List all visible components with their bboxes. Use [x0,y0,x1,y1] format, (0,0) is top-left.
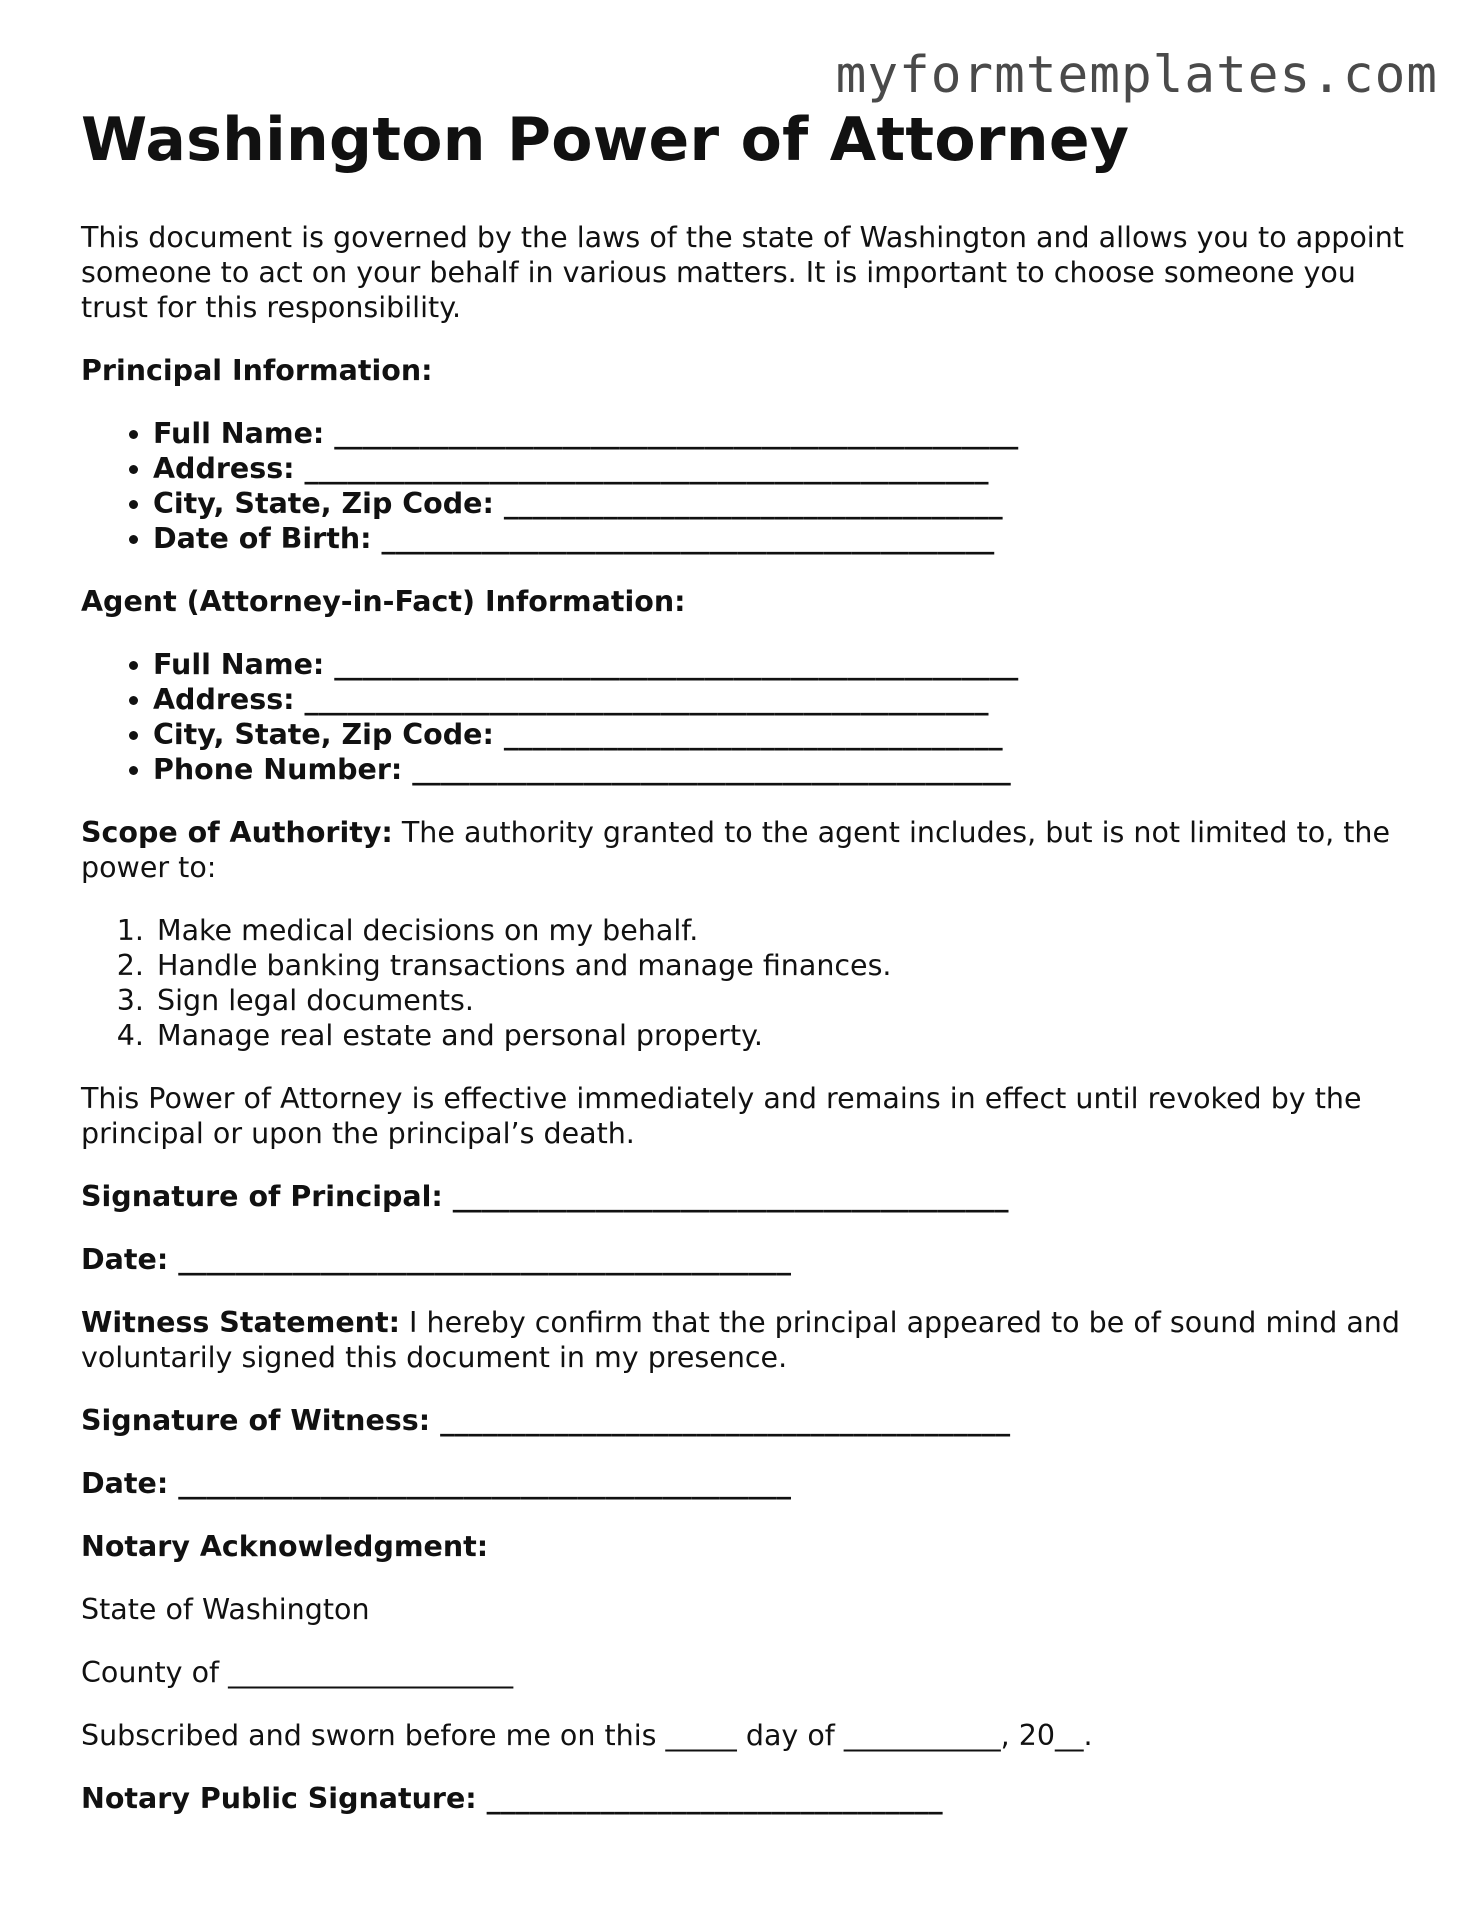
blank-line: ___________________________________________ [178,1243,791,1276]
notary-state: State of Washington [81,1593,370,1626]
agent-fields [81,647,1411,787]
witness-statement [81,1305,1411,1375]
witness-date-field[interactable]: Date: ___________________________________________ [81,1467,791,1500]
blank-line: ________________________________________________ [334,417,1019,450]
scope-label: Scope of Authority: [81,816,393,849]
principal-heading: Principal Information: [81,354,433,387]
principal-address-field[interactable]: • Address: ________________________________________________ [153,451,1411,486]
blank-line: ___________________________________ [503,487,1003,520]
blank-line: ________________________________ [486,1782,943,1815]
witness-statement-text: I hereby confirm that the principal appeared to be of sound mind and voluntarily signed this document in my presence. [81,1306,1400,1374]
notary-signature-field[interactable]: Notary Public Signature: ________________________________ [81,1782,943,1815]
principal-date-field[interactable]: Date: ___________________________________________ [81,1243,791,1276]
notary-subscribed-field[interactable]: Subscribed and sworn before me on this _____ day of ___________, 20__. [81,1719,1093,1752]
document [81,104,1411,1844]
scope-text: The authority granted to the agent includes, but is not limited to, the power to: [81,816,1391,884]
watermark: myformtemplates.com [835,46,1438,105]
notary-county-field[interactable]: County of ____________________ [81,1656,514,1689]
scope-list [81,913,1411,1053]
blank-line: ________________________________________________ [304,683,989,716]
page-title: Washington Power of Attorney [81,105,1130,175]
blank-line: ___________________________________________ [381,522,995,555]
principal-full-name-field[interactable]: • Full Name: ________________________________________________ [153,416,1411,451]
principal-fields [81,416,1411,556]
principal-city-state-zip-field[interactable]: • City, State, Zip Code: ___________________________________ [153,486,1411,521]
agent-address-field[interactable]: • Address: ________________________________________________ [153,682,1411,717]
scope-paragraph [81,815,1411,885]
blank-line: ________________________________________ [440,1404,1011,1437]
blank-line: ________________________________________________ [304,452,989,485]
blank-line: ________________________________________________ [334,648,1019,681]
intro-paragraph: This document is governed by the laws of the state of Washington and allows you to appoint someone to act on your behalf in various matters. It is important to choose someone you trust for this responsibility. [81,221,1404,324]
blank-line: __________________________________________ [412,753,1011,786]
list-item: 3. Sign legal documents. [153,983,1411,1018]
principal-signature-field[interactable]: Signature of Principal: _______________________________________ [81,1180,1009,1213]
notary-heading: Notary Acknowledgment: [81,1530,489,1563]
agent-heading: Agent (Attorney-in-Fact) Information: [81,585,686,618]
blank-line: _______________________________________ [452,1180,1009,1213]
blank-line: ___________________________________________ [178,1467,791,1500]
list-item: 1. Make medical decisions on my behalf. [153,913,1411,948]
effective-paragraph: This Power of Attorney is effective immediately and remains in effect until revoked by the principal or upon the principal’s death. [81,1082,1362,1150]
agent-full-name-field[interactable]: • Full Name: ________________________________________________ [153,647,1411,682]
list-item: 2. Handle banking transactions and manage finances. [153,948,1411,983]
agent-city-state-zip-field[interactable]: • City, State, Zip Code: ___________________________________ [153,717,1411,752]
witness-statement-label: Witness Statement: [81,1306,400,1339]
list-item: 4. Manage real estate and personal property. [153,1018,1411,1053]
principal-dob-field[interactable]: • Date of Birth: ___________________________________________ [153,521,1411,556]
agent-phone-field[interactable]: • Phone Number: __________________________________________ [153,752,1411,787]
witness-signature-field[interactable]: Signature of Witness: ________________________________________ [81,1404,1011,1437]
blank-line: ___________________________________ [503,718,1003,751]
